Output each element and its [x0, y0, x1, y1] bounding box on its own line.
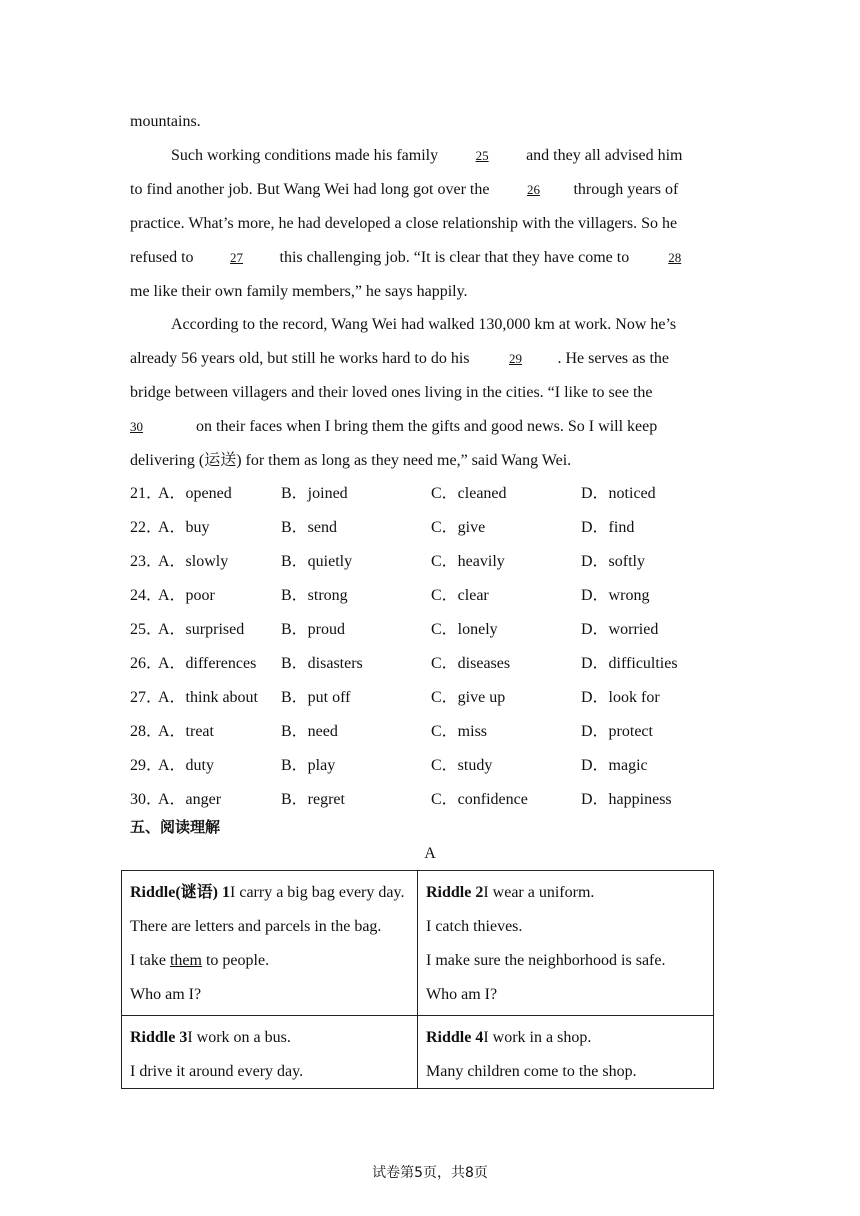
question-number: 26．: [130, 655, 163, 672]
option-b: B．play: [281, 757, 336, 774]
option-a: A．buy: [158, 519, 210, 536]
question-number: 28．: [130, 723, 163, 740]
passage-line: bridge between villagers and their loved ones living in the cities. “I like to see the: [130, 384, 653, 401]
option-d: D．worried: [581, 621, 659, 638]
section-heading: 五、阅读理解: [130, 818, 221, 836]
riddle-cell-2: Riddle 2I wear a uniform. I catch thieves. I make sure the neighborhood is safe. Who am I?: [418, 871, 714, 1016]
passage-line: Such working conditions made his family 25 and they all advised him: [171, 147, 683, 164]
passage-line: to find another job. But Wang Wei had long got over the 26 through years of: [130, 181, 679, 198]
riddle-cell-3: Riddle 3I work on a bus. I drive it around every day.: [122, 1016, 418, 1089]
option-a: A．anger: [158, 791, 222, 808]
page-footer: 试卷第5页，共8页: [372, 1165, 488, 1181]
option-c: C．lonely: [431, 621, 498, 638]
passage-line: 30 on their faces when I bring them the gifts and good news. So I will keep: [130, 418, 658, 435]
option-a: A．poor: [158, 587, 215, 604]
riddle-cell-1: Riddle(谜语) 1I carry a big bag every day. There are letters and parcels in the bag. I take them to people. Who am I?: [122, 871, 418, 1016]
option-c: C．diseases: [431, 655, 511, 672]
option-b: B．send: [281, 519, 338, 536]
option-c: C．give up: [431, 689, 506, 706]
passage-line: practice. What’s more, he had developed a close relationship with the villagers. So he: [130, 215, 678, 232]
option-b: B．put off: [281, 689, 351, 706]
question-number: 27．: [130, 689, 163, 706]
option-a: A．think about: [158, 689, 258, 706]
blank-25: 25: [475, 148, 489, 163]
option-d: D．protect: [581, 723, 653, 740]
passage-line: already 56 years old, but still he works hard to do his 29 . He serves as the: [130, 350, 670, 367]
option-c: C．study: [431, 757, 493, 774]
option-b: B．regret: [281, 791, 345, 808]
section-subheading: A: [424, 845, 436, 862]
option-a: A．differences: [158, 655, 257, 672]
option-d: D．look for: [581, 689, 660, 706]
option-d: D．difficulties: [581, 655, 678, 672]
option-c: C．give: [431, 519, 486, 536]
option-c: C．confidence: [431, 791, 528, 808]
option-a: A．slowly: [158, 553, 229, 570]
passage-line: According to the record, Wang Wei had walked 130,000 km at work. Now he’s: [171, 316, 677, 333]
option-d: D．noticed: [581, 485, 656, 502]
blank-27: 27: [230, 250, 244, 265]
blank-28: 28: [668, 250, 682, 265]
riddle-title: Riddle 2: [426, 884, 484, 901]
option-c: C．cleaned: [431, 485, 507, 502]
riddle-title: Riddle(谜语) 1: [130, 884, 231, 901]
option-a: A．treat: [158, 723, 214, 740]
option-d: D．wrong: [581, 587, 650, 604]
riddle-table: [121, 870, 714, 1089]
option-a: A．surprised: [158, 621, 245, 638]
option-a: A．opened: [158, 485, 232, 502]
question-number: 22．: [130, 519, 163, 536]
option-c: C．miss: [431, 723, 488, 740]
question-number: 23．: [130, 553, 163, 570]
passage-line: mountains.: [130, 113, 201, 130]
option-d: D．softly: [581, 553, 646, 570]
blank-26: 26: [526, 182, 540, 197]
option-b: B．quietly: [281, 553, 353, 570]
blank-29: 29: [509, 351, 522, 366]
question-number: 21．: [130, 485, 163, 502]
riddle-title: Riddle 3: [130, 1029, 188, 1046]
question-number: 30．: [130, 791, 163, 808]
underlined-word: them: [169, 952, 202, 969]
passage-line: delivering (运送) for them as long as they need me,” said Wang Wei.: [130, 452, 572, 469]
question-number: 24．: [130, 587, 163, 604]
option-b: B．disasters: [281, 655, 363, 672]
option-b: B．need: [281, 723, 338, 740]
option-b: B．joined: [281, 485, 348, 502]
option-d: D．happiness: [581, 791, 672, 808]
option-b: B．strong: [281, 587, 348, 604]
option-d: D．find: [581, 519, 635, 536]
riddle-title: Riddle 4: [426, 1029, 484, 1046]
option-a: A．duty: [158, 757, 215, 774]
passage-line: refused to 27 this challenging job. “It is clear that they have come to 28: [130, 249, 682, 266]
question-number: 29．: [130, 757, 163, 774]
blank-30: 30: [130, 419, 143, 434]
option-c: C．heavily: [431, 553, 505, 570]
option-d: D．magic: [581, 757, 648, 774]
question-number: 25．: [130, 621, 163, 638]
option-b: B．proud: [281, 621, 346, 638]
option-c: C．clear: [431, 587, 489, 604]
riddle-cell-4: Riddle 4I work in a shop. Many children come to the shop.: [418, 1016, 714, 1089]
passage-line: me like their own family members,” he says happily.: [130, 283, 468, 300]
